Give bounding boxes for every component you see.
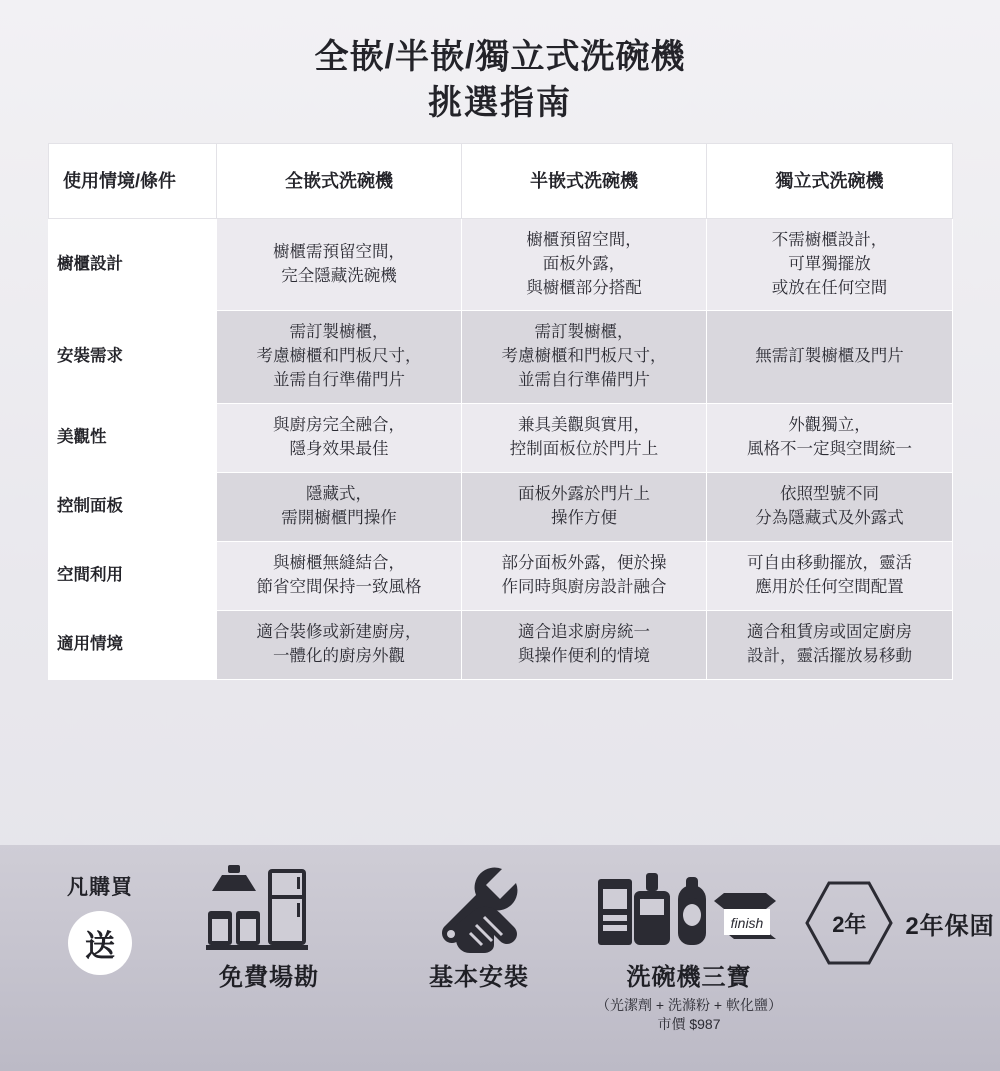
- cell-cabinet-design-full: [217, 218, 462, 311]
- warranty-hex-badge: [803, 877, 895, 969]
- table-row: [49, 610, 953, 679]
- cell-control-panel-free: [707, 473, 953, 542]
- cell-installation-semi: [462, 311, 707, 404]
- cell-line: 需訂製櫥櫃，: [534, 323, 634, 342]
- cell-line: 設計，靈活擺放易移動: [747, 646, 912, 665]
- cell-line: 與櫥櫃無縫結合，: [273, 553, 405, 572]
- row-label-aesthetics: 美觀性: [49, 404, 217, 473]
- table-row: [49, 311, 953, 404]
- column-header-fully-integrated: 全嵌式洗碗機: [217, 143, 462, 218]
- table-row: [49, 218, 953, 311]
- cell-cabinet-design-free: [707, 218, 953, 311]
- cell-line: 適合租賃房或固定廚房: [747, 622, 912, 641]
- cell-line: 或放在任何空間: [771, 278, 888, 297]
- cell-installation-full: [217, 311, 462, 404]
- cell-line: 櫥櫃預留空間，: [526, 230, 642, 249]
- cell-line: 無需訂製櫥櫃及門片: [755, 347, 904, 366]
- row-label-control-panel: 控制面板: [49, 473, 217, 542]
- cell-line: 部分面板外露，便於操: [501, 553, 667, 572]
- warranty-label: 2年保固: [905, 912, 995, 940]
- promo-sub-contents: （光潔劑 + 洗滌粉 + 軟化鹽）: [596, 997, 782, 1013]
- cell-line: 作同時與廚房設計融合: [501, 577, 667, 596]
- promo-sub-dishwasher-trio: [584, 996, 794, 1034]
- cell-line: 可單獨擺放: [788, 254, 871, 273]
- cell-line: 櫥櫃需預留空間，: [273, 242, 405, 261]
- promo-item-warranty: [794, 863, 1000, 969]
- promo-label-dishwasher-trio: 洗碗機三寶: [626, 964, 752, 991]
- row-label-cabinet-design: 櫥櫃設計: [49, 218, 217, 311]
- cell-space-usage-free: [707, 541, 953, 610]
- promo-item-basic-installation: [374, 863, 584, 992]
- wrench-install-icon: [374, 863, 584, 955]
- title-line-1: 全嵌/半嵌/獨立式洗碗機: [314, 38, 686, 76]
- cell-line: 應用於任何空間配置: [755, 577, 904, 596]
- cell-line: 與廚房完全融合，: [273, 416, 405, 435]
- warranty-badge-text: 2年: [832, 911, 867, 937]
- cell-line: 操作方便: [551, 508, 617, 527]
- cell-aesthetics-free: [707, 404, 953, 473]
- cell-line: 並需自行準備門片: [518, 371, 650, 390]
- cell-line: 外觀獨立，: [788, 416, 871, 435]
- cell-line: 面板外露於門片上: [518, 485, 650, 504]
- cell-line: 可自由移動擺放，靈活: [747, 553, 912, 572]
- kitchen-survey-icon: [164, 863, 374, 955]
- comparison-table-wrapper: [48, 143, 952, 680]
- cell-line: 適合追求廚房統一: [518, 622, 650, 641]
- cell-control-panel-semi: [462, 473, 707, 542]
- promo-item-site-survey: [164, 863, 374, 992]
- row-label-use-case: 適用情境: [49, 610, 217, 679]
- cell-line: 考慮櫥櫃和門板尺寸，: [501, 347, 667, 366]
- promo-item-dishwasher-trio: [584, 863, 794, 1034]
- cell-installation-free: [707, 311, 953, 404]
- column-header-freestanding: 獨立式洗碗機: [707, 143, 953, 218]
- cell-line: 完全隱藏洗碗機: [281, 266, 397, 285]
- promotion-band: [0, 845, 1000, 1071]
- cell-line: 並需自行準備門片: [273, 371, 405, 390]
- cell-control-panel-full: [217, 473, 462, 542]
- cell-line: 節省空間保持一致風格: [256, 577, 422, 596]
- row-label-space-usage: 空間利用: [49, 541, 217, 610]
- row-label-installation: 安裝需求: [49, 311, 217, 404]
- cell-line: 分為隱藏式及外露式: [755, 508, 904, 527]
- promo-keyword: 凡購買: [67, 876, 133, 899]
- cell-use-case-full: [217, 610, 462, 679]
- cell-line: 控制面板位於門片上: [509, 440, 659, 459]
- comparison-table: [48, 143, 953, 680]
- detergent-bottles-icon: [584, 863, 794, 955]
- promo-label-site-survey: 免費場勘: [219, 964, 319, 991]
- cell-line: 與櫥櫃部分搭配: [526, 278, 642, 297]
- cell-cabinet-design-semi: [462, 218, 707, 311]
- cell-line: 面板外露，: [542, 254, 626, 273]
- cell-use-case-semi: [462, 610, 707, 679]
- cell-line: 風格不一定與空間統一: [747, 440, 912, 459]
- promo-gift-badge: 送: [68, 911, 132, 975]
- cell-line: 依照型號不同: [780, 485, 879, 504]
- title-line-2: 挑選指南: [428, 83, 572, 122]
- column-header-condition: 使用情境/條件: [49, 143, 217, 218]
- cell-line: 兼具美觀與實用，: [518, 416, 650, 435]
- promo-heading: [44, 863, 156, 975]
- finish-brand-text: finish: [730, 915, 764, 931]
- cell-line: 考慮櫥櫃和門板尺寸，: [256, 347, 422, 366]
- cell-aesthetics-full: [217, 404, 462, 473]
- promo-items: [156, 863, 1000, 1034]
- cell-use-case-free: [707, 610, 953, 679]
- cell-line: 需開櫥櫃門操作: [281, 508, 397, 527]
- cell-line: 不需櫥櫃設計，: [771, 230, 888, 249]
- cell-space-usage-full: [217, 541, 462, 610]
- table-row: [49, 404, 953, 473]
- cell-line: 隱藏式，: [306, 485, 372, 504]
- cell-aesthetics-semi: [462, 404, 707, 473]
- cell-space-usage-semi: [462, 541, 707, 610]
- column-header-semi-integrated: 半嵌式洗碗機: [462, 143, 707, 218]
- table-header-row: [49, 143, 953, 218]
- table-row: [49, 473, 953, 542]
- promo-sub-price: 市價 $987: [657, 1015, 721, 1032]
- cell-line: 一體化的廚房外觀: [273, 646, 405, 665]
- cell-line: 需訂製櫥櫃，: [289, 323, 389, 342]
- table-row: [49, 541, 953, 610]
- cell-line: 與操作便利的情境: [518, 646, 650, 665]
- promo-label-basic-installation: 基本安裝: [429, 964, 529, 991]
- page-title: [0, 0, 1000, 125]
- cell-line: 隱身效果最佳: [289, 440, 389, 459]
- cell-line: 適合裝修或新建廚房，: [256, 622, 422, 641]
